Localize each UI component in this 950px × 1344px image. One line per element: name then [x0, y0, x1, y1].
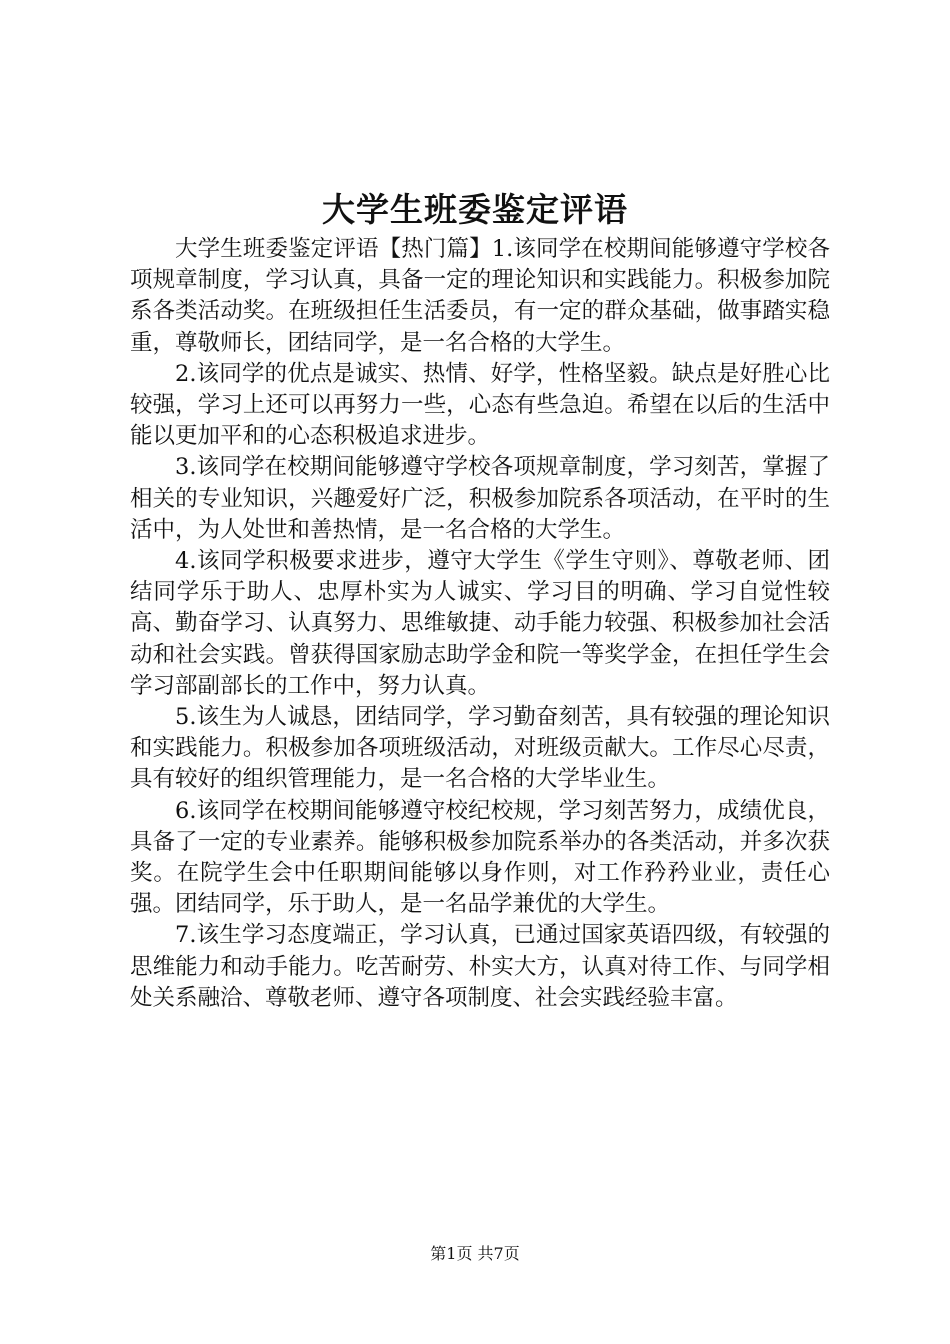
page-indicator: 第1页 共7页	[430, 1244, 520, 1263]
paragraph-3: 3.该同学在校期间能够遵守学校各项规章制度，学习刻苦，掌握了相关的专业知识，兴趣爱好广泛，积极参加院系各项活动，在平时的生活中，为人处世和善热情，是一名合格的大学生。	[130, 454, 830, 543]
paragraph-2: 2.该同学的优点是诚实、热情、好学，性格坚毅。缺点是好胜心比较强，学习上还可以再努力一些，心态有些急迫。希望在以后的生活中能以更加平和的心态积极追求进步。	[130, 360, 830, 450]
paragraph-4: 4.该同学积极要求进步，遵守大学生《学生守则》、尊敬老师、团结同学乐于助人、忠厚朴实为人诚实、学习目的明确、学习自觉性较高、勤奋学习、认真努力、思维敏捷、动手能力较强、积极参加社会活动和社会实践。曾获得国家励志助学金和院一等奖学金，在担任学生会学习部副部长的工作中，努力认真。	[130, 548, 830, 699]
document-body	[130, 234, 830, 1014]
paragraph-7: 7.该生学习态度端正，学习认真，已通过国家英语四级，有较强的思维能力和动手能力。吃苦耐劳、朴实大方，认真对待工作、与同学相处关系融洽、尊敬老师、遵守各项制度、社会实践经验丰富。	[130, 922, 830, 1011]
paragraph-6: 6.该同学在校期间能够遵守校纪校规，学习刻苦努力，成绩优良，具备了一定的专业素养。能够积极参加院系举办的各类活动，并多次获奖。在院学生会中任职期间能够以身作则，对工作矜矜业业，责任心强。团结同学，乐于助人，是一名品学兼优的大学生。	[130, 797, 830, 918]
document-title: 大学生班委鉴定评语	[322, 190, 628, 229]
paragraph-5: 5.该生为人诚恳，团结同学，学习勤奋刻苦，具有较强的理论知识和实践能力。积极参加各项班级活动，对班级贡献大。工作尽心尽责，具有较好的组织管理能力，是一名合格的大学毕业生。	[130, 704, 830, 793]
paragraph-1: 大学生班委鉴定评语【热门篇】1.该同学在校期间能够遵守学校各项规章制度，学习认真，具备一定的理论知识和实践能力。积极参加院系各类活动奖。在班级担任生活委员，有一定的群众基础，做事踏实稳重，尊敬师长，团结同学，是一名合格的大学生。	[130, 236, 830, 356]
